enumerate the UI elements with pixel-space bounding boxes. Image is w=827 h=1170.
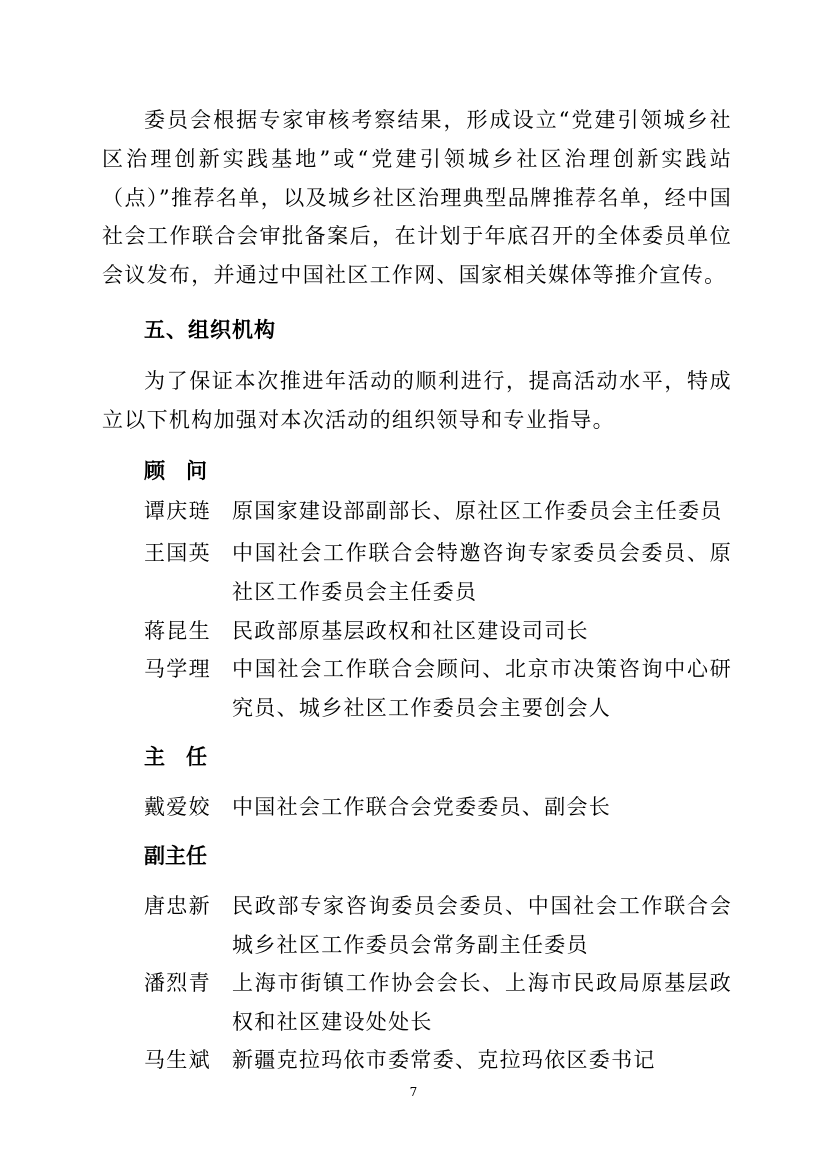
member-name: 谭庆琏: [144, 499, 211, 523]
member-name: 王国英: [144, 541, 211, 565]
member-name: 马生斌: [144, 1048, 211, 1072]
paragraph-organization: 为了保证本次推进年活动的顺利进行，提高活动水平，特成立以下机构加强对本次活动的组织领导和专业指导。: [102, 369, 732, 432]
member-title: 民政部专家咨询委员会委员、中国社会工作联合会城乡社区工作委员会常务副主任委员: [232, 894, 732, 957]
member-title: 民政部原基层政权和社区建设司司长: [232, 619, 589, 643]
role-heading-deputy: 副主任: [144, 844, 207, 868]
member-name: 唐忠新: [144, 894, 211, 918]
role-heading-director: 主任: [144, 745, 228, 769]
page-number: 7: [409, 1085, 418, 1099]
member-title: 中国社会工作联合会党委委员、副会长: [232, 795, 612, 819]
section-title: 五、组织机构: [144, 318, 276, 342]
member-name: 马学理: [144, 657, 211, 681]
paragraph-results: 委员会根据专家审核考察结果，形成设立“党建引领城乡社区治理创新实践基地”或“党建引领城乡社区治理创新实践站（点）”推荐名单，以及城乡社区治理典型品牌推荐名单，经中国社会工作联合会审批备案后，在计划于年底召开的全体委员单位会议发布，并通过中国社区工作网、国家相关媒体等推介宣传。: [102, 108, 732, 288]
member-name: 潘烈青: [144, 971, 211, 995]
member-name: 蒋昆生: [144, 619, 211, 643]
member-title: 中国社会工作联合会特邀咨询专家委员会委员、原社区工作委员会主任委员: [232, 541, 732, 604]
role-heading-advisor: 顾问: [144, 459, 228, 483]
member-name: 戴爱姣: [144, 795, 211, 819]
member-title: 新疆克拉玛依市委常委、克拉玛依区委书记: [232, 1048, 656, 1072]
member-title: 中国社会工作联合会顾问、北京市决策咨询中心研究员、城乡社区工作委员会主要创会人: [232, 657, 732, 720]
member-title: 原国家建设部副部长、原社区工作委员会主任委员: [232, 499, 723, 523]
member-title: 上海市街镇工作协会会长、上海市民政局原基层政权和社区建设处处长: [232, 971, 732, 1034]
